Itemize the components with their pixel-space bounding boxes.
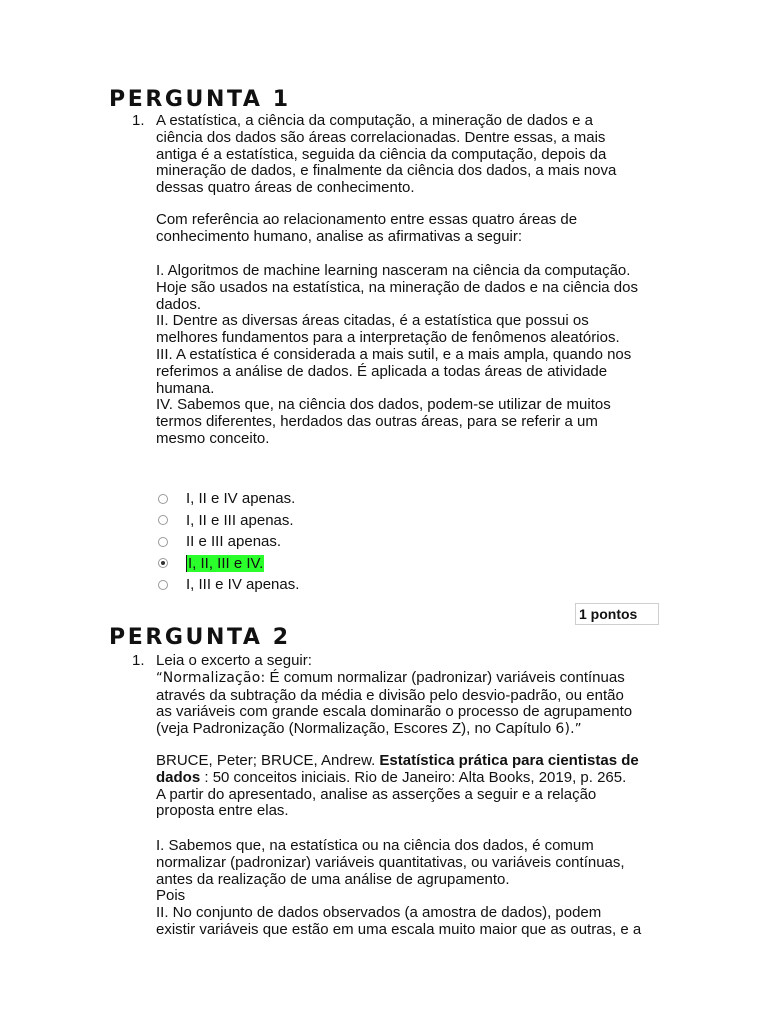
question-1-paragraph-1 — [156, 113, 676, 197]
text-line: mesmo conceito. — [156, 429, 270, 447]
answer-option-5[interactable] — [156, 574, 556, 596]
reference-title: dados — [156, 768, 201, 786]
text-line: antiga é a estatística, seguida da ciência da computação, depois da — [156, 145, 607, 163]
text-line: IV. Sabemos que, na ciência dos dados, podem-se utilizar de muitos — [156, 396, 611, 414]
answer-option-label-highlighted: I, II, III e IV. — [188, 554, 264, 572]
radio-button[interactable] — [158, 494, 168, 504]
question-2-number: 1. — [132, 652, 145, 669]
answer-option-label: I, II e III apenas. — [186, 511, 294, 529]
text-line: Pois — [156, 887, 186, 905]
question-1-statements — [156, 263, 676, 448]
text-line: existir variáveis que estão em uma escala muito maior que as outras, e a — [156, 920, 642, 938]
reference-author: BRUCE, Peter; BRUCE, Andrew. — [156, 752, 380, 769]
close-quote: ” — [574, 722, 582, 738]
answer-option-3[interactable] — [156, 531, 556, 553]
text-line: proposta entre elas. — [156, 802, 289, 820]
quote-text: É comum normalizar (padronizar) variáveis contínuas — [265, 668, 625, 686]
text-line: Com referência ao relacionamento entre essas quatro áreas de — [156, 211, 578, 228]
text-line: dados. — [156, 295, 202, 313]
quote-last-line — [156, 721, 676, 739]
text-line: referimos a análise de dados. É aplicada a todas áreas de atividade — [156, 362, 608, 380]
text-line: I. Sabemos que, na estatística ou na ciência dos dados, é comum — [156, 837, 594, 854]
answer-option-label: I, II e IV apenas. — [186, 490, 296, 508]
question-1-number: 1. — [132, 112, 145, 129]
text-line: através da subtração da média e divisão pelo desvio-padrão, ou então — [156, 686, 624, 704]
question-2-excerpt — [156, 653, 676, 739]
answer-option-2[interactable] — [156, 510, 556, 532]
quote-first-line — [156, 670, 676, 688]
text-line: melhores fundamentos para a interpretação de fenômenos aleatórios. — [156, 329, 620, 347]
answer-option-1[interactable] — [156, 488, 556, 510]
text-line: Hoje são usados na estatística, na mineração de dados e na ciência dos — [156, 278, 638, 296]
radio-button[interactable] — [158, 580, 168, 590]
text-line: II. No conjunto de dados observados (a amostra de dados), podem — [156, 904, 602, 922]
text-line: as variáveis com grande escala dominarão o processo de agrupamento — [156, 703, 633, 721]
text-line: dessas quatro áreas de conhecimento. — [156, 179, 415, 197]
text-line: II. Dentre as diversas áreas citadas, é a estatística que possui os — [156, 312, 589, 330]
question-2-assertions — [156, 838, 676, 939]
text-line: conhecimento humano, analise as afirmativas a seguir: — [156, 227, 523, 245]
quote-text: (veja Padronização (Normalização, Escores Z), no Capítulo — [156, 720, 556, 738]
points-badge: 1 pontos — [575, 603, 659, 625]
text-line: ciência dos dados são áreas correlacionadas. Dentre essas, a mais — [156, 128, 606, 146]
answer-option-label: II e III apenas. — [186, 533, 282, 551]
text-line: I. Algoritmos de machine learning nasceram na ciência da computação. — [156, 262, 631, 279]
question-2-reference — [156, 753, 676, 820]
text-line: III. A estatística é considerada a mais sutil, e a mais ampla, quando nos — [156, 345, 632, 363]
answer-option-4-selected[interactable] — [156, 553, 556, 575]
reference-line-2 — [156, 770, 676, 787]
text-line: A estatística, a ciência da computação, a mineração de dados e a — [156, 112, 593, 129]
radio-button[interactable] — [158, 515, 168, 525]
reference-line-1 — [156, 753, 676, 770]
text-line: antes da realização de uma análise de agrupamento. — [156, 870, 510, 888]
chapter-ref: 6). — [555, 721, 575, 738]
reference-title: Estatística prática para cientistas de — [379, 752, 639, 769]
radio-button-checked[interactable] — [158, 558, 168, 568]
text-line: humana. — [156, 379, 215, 397]
quote-label: Normalização: — [162, 669, 266, 686]
question-1-options — [156, 488, 556, 596]
text-line: mineração de dados, e finalmente da ciência dos dados, a mais nova — [156, 162, 617, 180]
reference-details: : 50 conceitos iniciais. Rio de Janeiro: Alta Books, 2019, p. 265. — [200, 768, 627, 786]
answer-option-label: I, III e IV apenas. — [186, 576, 300, 594]
question-2-title: PERGUNTA 2 — [109, 625, 291, 650]
intro-line: Leia o excerto a seguir: — [156, 652, 312, 669]
question-1-title: PERGUNTA 1 — [109, 87, 291, 112]
text-line: A partir do apresentado, analise as asserções a seguir e a relação — [156, 785, 597, 803]
text-line: termos diferentes, herdados das outras áreas, para se referir a um — [156, 413, 598, 431]
radio-button[interactable] — [158, 537, 168, 547]
text-line: normalizar (padronizar) variáveis quantitativas, ou variáveis contínuas, — [156, 853, 625, 871]
open-quote: “ — [156, 670, 163, 686]
question-1-paragraph-2 — [156, 212, 676, 246]
